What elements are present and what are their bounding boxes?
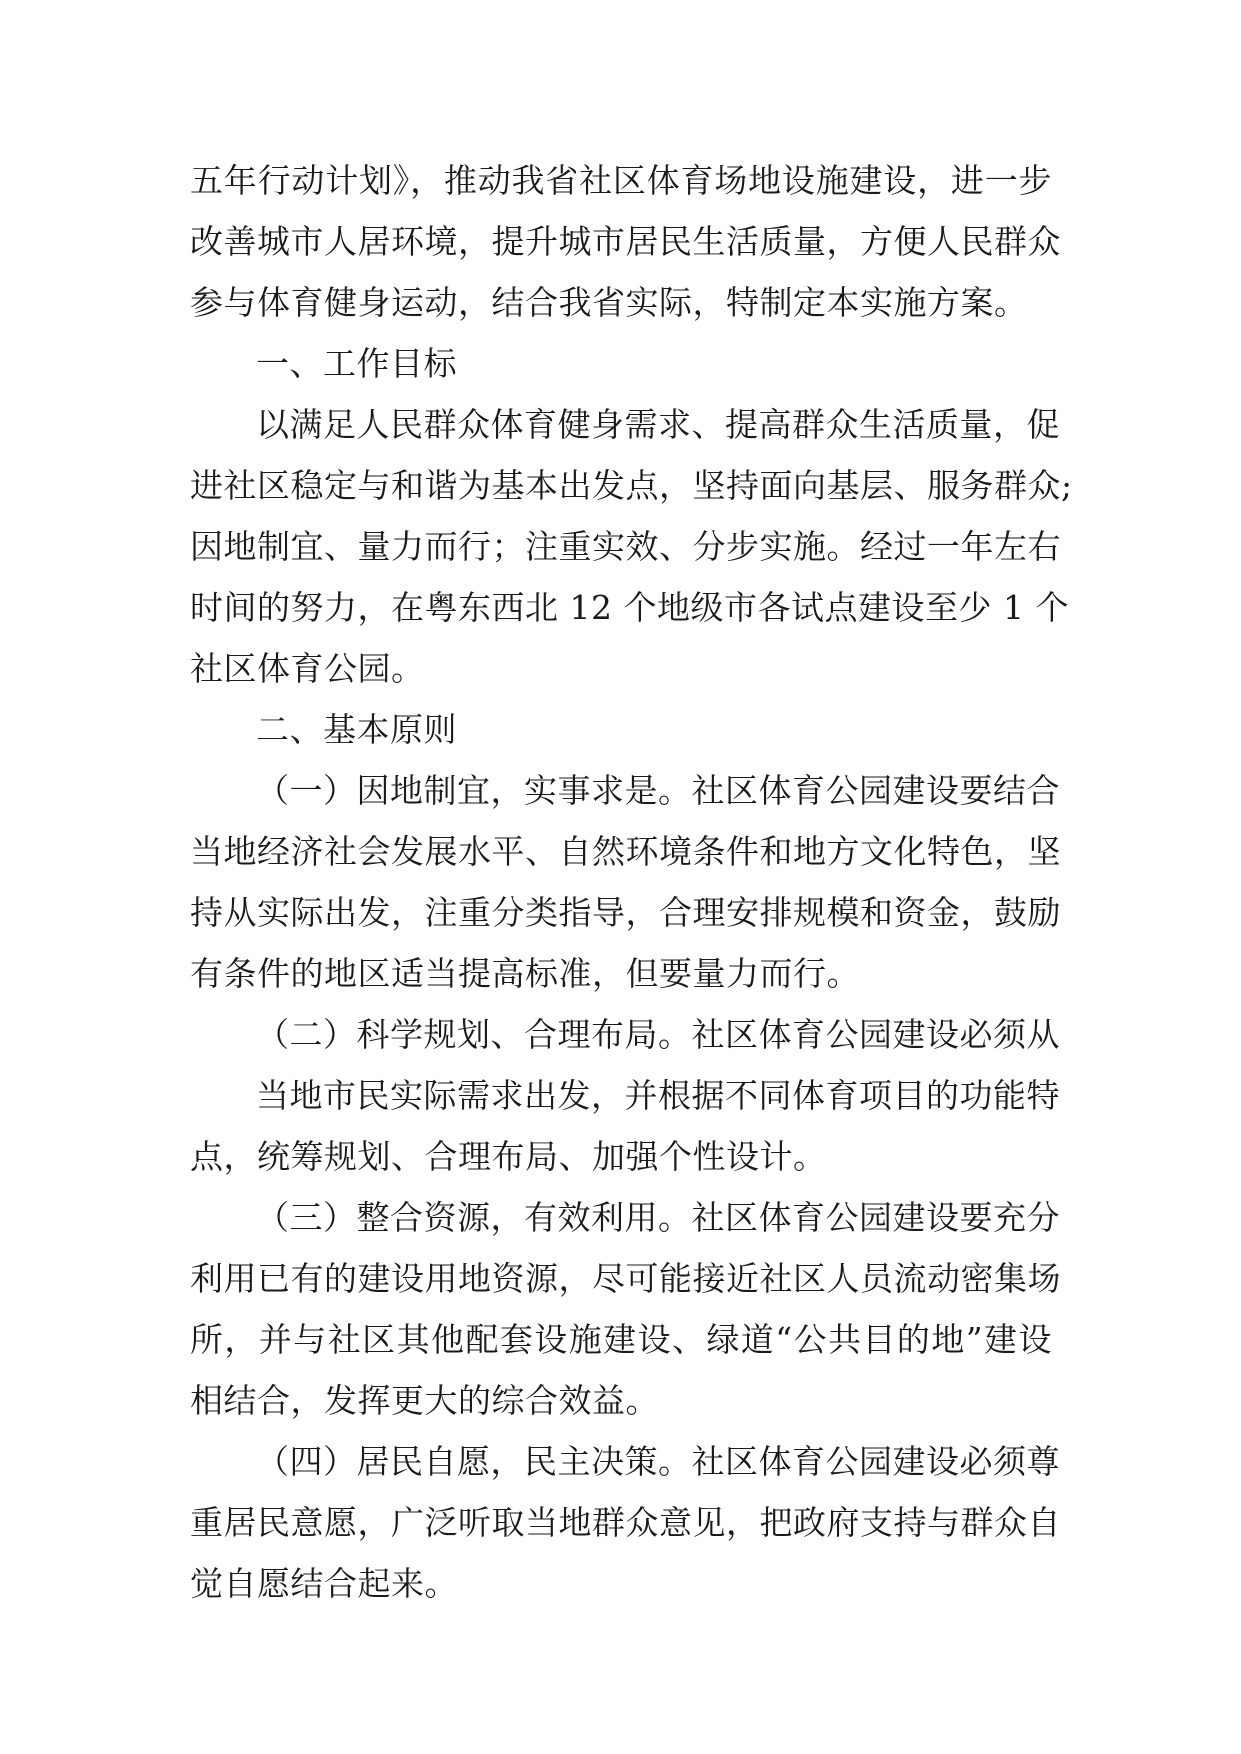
text-line: （二）科学规划、合理布局。社区体育公园建设必须从 [256,1015,1060,1054]
document-body [190,150,1073,1614]
text-line: 社区体育公园。 [190,649,425,688]
text-line: 持从实际出发，注重分类指导，合理安排规模和资金，鼓励 [190,893,1061,932]
text-line: 以满足人民群众体育健身需求、提高群众生活质量，促 [256,405,1060,444]
text-line: 改善城市人居环境，提升城市居民生活质量，方便人民群众 [190,222,1061,261]
text-line: 因地制宜、量力而行；注重实效、分步实施。经过一年左右 [190,527,1061,566]
text-line: 参与体育健身运动，结合我省实际，特制定本实施方案。 [190,283,1028,322]
text-line: 点，统筹规划、合理布局、加强个性设计。 [190,1137,827,1176]
text-line: 时间的努力，在粤东西北 12 个地级市各试点建设至少 1 个 [190,588,1069,627]
text-line: 当地市民实际需求出发，并根据不同体育项目的功能特 [256,1076,1060,1115]
text-line: 五年行动计划》，推动我省社区体育场地设施建设，进一步 [190,161,1052,200]
text-line: 有条件的地区适当提高标准，但要量力而行。 [190,954,860,993]
text-line: 重居民意愿，广泛听取当地群众意见，把政府支持与群众自 [190,1503,1061,1542]
text-line: 一、工作目标 [256,344,457,383]
text-line: （四）居民自愿，民主决策。社区体育公园建设必须尊 [256,1442,1060,1481]
text-line: 当地经济社会发展水平、自然环境条件和地方文化特色，坚 [190,832,1061,871]
text-line: （一）因地制宜，实事求是。社区体育公园建设要结合 [256,771,1060,810]
text-line: 二、基本原则 [256,710,457,749]
text-line: 觉自愿结合起来。 [190,1564,458,1603]
text-line: 相结合，发挥更大的综合效益。 [190,1381,659,1420]
text-line: 进社区稳定与和谐为基本出发点，坚持面向基层、服务群众; [190,466,1073,505]
text-line: （三）整合资源，有效利用。社区体育公园建设要充分 [256,1198,1060,1237]
text-line: 利用已有的建设用地资源，尽可能接近社区人员流动密集场 [190,1259,1061,1298]
text-line: 所，并与社区其他配套设施建设、绿道“公共目的地”建设 [190,1320,1052,1359]
